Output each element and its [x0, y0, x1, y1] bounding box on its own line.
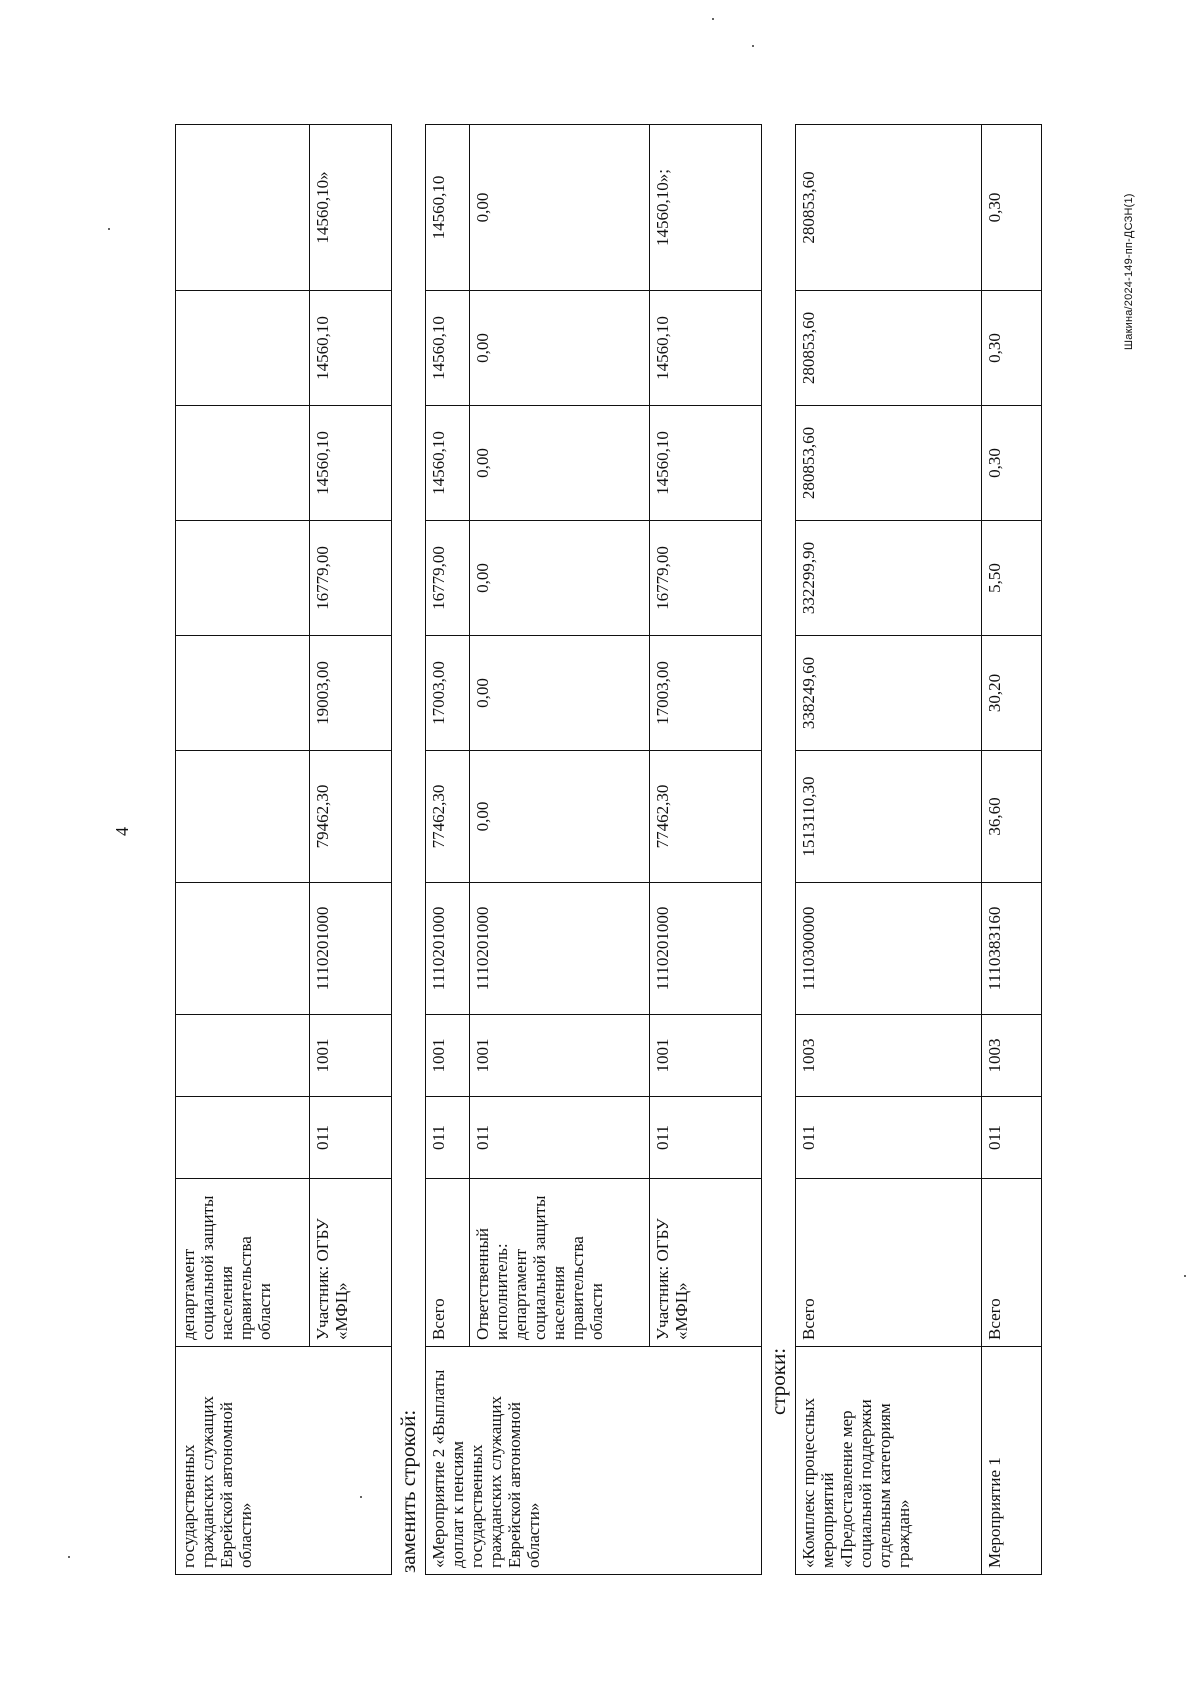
year-2025-cell: 19003,00 [310, 636, 392, 751]
year-2027-cell: 14560,10 [426, 406, 470, 521]
csr-cell [176, 883, 310, 1015]
grbs-cell: 011 [982, 1097, 1042, 1179]
year-2026-cell: 16779,00 [426, 521, 470, 636]
rzpr-cell: 1003 [982, 1015, 1042, 1097]
participant-cell: Ответственный исполнитель: департамент социальной защиты населения правительства области [470, 1179, 650, 1347]
rzpr-cell [176, 1015, 310, 1097]
year-2026-cell: 332299,90 [796, 521, 982, 636]
year-2025-cell: 0,00 [470, 636, 650, 751]
csr-cell: 1110201000 [310, 883, 392, 1015]
event-name-cell: государственных гражданских служащих Еврейской автономной области» [176, 1347, 392, 1575]
rzpr-cell: 1001 [650, 1015, 762, 1097]
budget-table-replacement [425, 124, 762, 1575]
participant-cell: Всего [796, 1179, 982, 1347]
year-2028-cell: 280853,60 [796, 291, 982, 406]
grbs-cell [176, 1097, 310, 1179]
scan-speck [752, 45, 754, 47]
grbs-cell: 011 [796, 1097, 982, 1179]
grbs-cell: 011 [650, 1097, 762, 1179]
year-2029-cell: 280853,60 [796, 125, 982, 291]
budget-table-continuation [175, 124, 392, 1575]
csr-cell: 1110383160 [982, 883, 1042, 1015]
year-2028-cell: 0,00 [470, 291, 650, 406]
total-cell: 1513110,30 [796, 751, 982, 883]
page-number: 4 [112, 827, 132, 836]
participant-cell: департамент социальной защиты населения правительства области [176, 1179, 310, 1347]
table-row [982, 125, 1042, 1575]
table-row [426, 125, 470, 1575]
total-cell [176, 751, 310, 883]
year-2027-cell: 0,30 [982, 406, 1042, 521]
year-2028-cell [176, 291, 310, 406]
year-2026-cell: 16779,00 [310, 521, 392, 636]
replace-with-row-label: заменить строкой: [396, 1409, 420, 1573]
year-2026-cell: 16779,00 [650, 521, 762, 636]
year-2025-cell [176, 636, 310, 751]
year-2027-cell [176, 406, 310, 521]
table-row [176, 125, 310, 1575]
year-2026-cell [176, 521, 310, 636]
year-2027-cell: 0,00 [470, 406, 650, 521]
rotated-landscape-content [175, 125, 1075, 1575]
rows-label: строки: [766, 1347, 790, 1415]
total-cell: 36,60 [982, 751, 1042, 883]
year-2029-cell: 14560,10» [310, 125, 392, 291]
csr-cell: 1110201000 [650, 883, 762, 1015]
year-2028-cell: 14560,10 [426, 291, 470, 406]
csr-cell: 1110201000 [470, 883, 650, 1015]
year-2027-cell: 14560,10 [650, 406, 762, 521]
year-2026-cell: 5,50 [982, 521, 1042, 636]
year-2027-cell: 14560,10 [310, 406, 392, 521]
year-2025-cell: 30,20 [982, 636, 1042, 751]
grbs-cell: 011 [426, 1097, 470, 1179]
participant-cell: Всего [426, 1179, 470, 1347]
year-2029-cell: 0,30 [982, 125, 1042, 291]
year-2025-cell: 17003,00 [650, 636, 762, 751]
year-2025-cell: 17003,00 [426, 636, 470, 751]
scan-speck [1184, 1275, 1186, 1277]
rzpr-cell: 1003 [796, 1015, 982, 1097]
year-2025-cell: 338249,60 [796, 636, 982, 751]
year-2026-cell: 0,00 [470, 521, 650, 636]
grbs-cell: 011 [310, 1097, 392, 1179]
participant-cell: Участник: ОГБУ «МФЦ» [310, 1179, 392, 1347]
document-code: Шакина/2024-149-пп-ДСЗН(1) [1123, 193, 1135, 350]
event-name-cell: Мероприятие 1 [982, 1347, 1042, 1575]
scan-speck [68, 1556, 70, 1558]
year-2028-cell: 14560,10 [310, 291, 392, 406]
year-2029-cell [176, 125, 310, 291]
year-2028-cell: 0,30 [982, 291, 1042, 406]
rzpr-cell: 1001 [470, 1015, 650, 1097]
scan-speck [712, 18, 714, 20]
event-name-cell: «Мероприятие 2 «Выплаты доплат к пенсиям государственных гражданских служащих Еврейской автономной области» [426, 1347, 762, 1575]
year-2027-cell: 280853,60 [796, 406, 982, 521]
total-cell: 79462,30 [310, 751, 392, 883]
year-2029-cell: 14560,10 [426, 125, 470, 291]
csr-cell: 1110201000 [426, 883, 470, 1015]
scan-speck [108, 228, 110, 230]
event-name-cell: «Комплекс процессных мероприятий «Предоставление мер социальной поддержки отдельным категориям граждан» [796, 1347, 982, 1575]
rzpr-cell: 1001 [426, 1015, 470, 1097]
participant-cell: Всего [982, 1179, 1042, 1347]
total-cell: 77462,30 [650, 751, 762, 883]
budget-table-complex [795, 124, 1042, 1575]
year-2028-cell: 14560,10 [650, 291, 762, 406]
participant-cell: Участник: ОГБУ «МФЦ» [650, 1179, 762, 1347]
total-cell: 77462,30 [426, 751, 470, 883]
total-cell: 0,00 [470, 751, 650, 883]
rzpr-cell: 1001 [310, 1015, 392, 1097]
scan-speck [360, 1496, 362, 1498]
csr-cell: 1110300000 [796, 883, 982, 1015]
table-row [796, 125, 982, 1575]
year-2029-cell: 0,00 [470, 125, 650, 291]
grbs-cell: 011 [470, 1097, 650, 1179]
year-2029-cell: 14560,10»; [650, 125, 762, 291]
